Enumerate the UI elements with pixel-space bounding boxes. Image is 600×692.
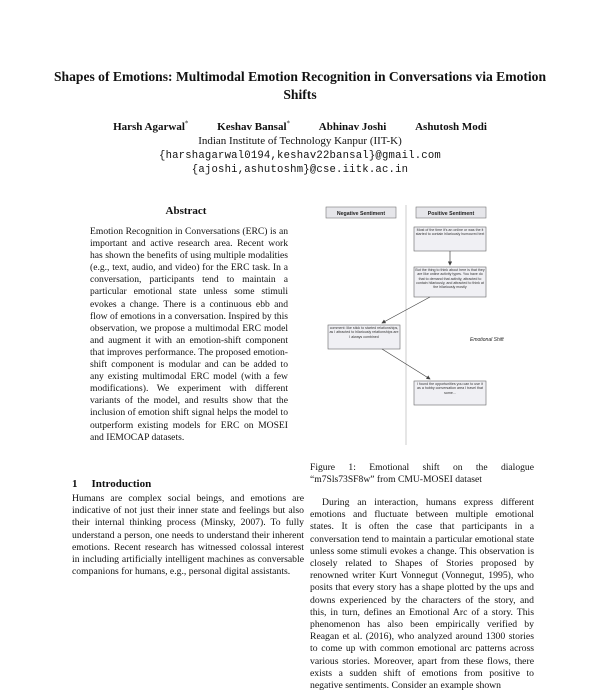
email-line-2: {ajoshi,ashutoshm}@cse.iitk.ac.in <box>191 164 409 177</box>
right-column-text: During an interaction, humans express different emotions and fluctuate between multiple emotional states. It is often the case that participants in a conversation tend to maintain a particular emotional state unless some stimuli evokes a change. This observation is closely related to Shapes of Stories proposed by renowned writer Kurt Vonnegut (Vonnegut, 1995), who posits that every story has a shape plotted by the ups and downs experienced by the characters of the story, and this, in turn, defines an Emotional Arc of a story. This phenomenon has also been empirically verified by Reagan et al. (2016), who analyzed around 1300 stories to come up with common emotional arc patterns across various stories. Moreover, apart from these flows, there exists a sudden shift of emotions from positive to negative sentiments. Consider an example shown <box>310 497 534 692</box>
utterance-1: Most of the time it's an online or was the it started to contain hilariously humoured text <box>415 228 485 237</box>
abstract-heading: Abstract <box>165 205 207 217</box>
email-line-1: {harshagarwal0194,keshav22bansal}@gmail.com <box>159 149 441 162</box>
author-block <box>40 116 560 178</box>
introduction-heading: 1 Introduction <box>72 478 152 490</box>
author-2: Keshav Bansal* <box>217 119 291 133</box>
utterance-3: comment: like stick to started relationships, as I attracted to hilariously relationships are I always combined <box>329 326 399 339</box>
abstract-text: Emotion Recognition in Conversations (ERC) is an important and active research area. Recent work has shown the benefits of using multiple modalities (e.g., text, audio, and video) for the ERC task. In a conversation, participants tend to maintain a particular emotional state unless some stimuli evokes a change. There is a continuous ebb and flow of emotions in a conversation. Inspired by this observation, we propose a multimodal ERC model and augment it with an emotion-shift component that improves performance. The proposed emotion-shift component is modular and can be added to any existing multimodal ERC model (with a few modifications). We experiment with different variants of the model, and results show that the inclusion of emotion shift signal helps the model to outperform existing models for ERC on MOSEI and IEMOCAP datasets. <box>90 226 288 443</box>
author-3: Abhinav Joshi <box>318 120 387 133</box>
introduction-text: Humans are complex social beings, and emotions are indicative of not just their inner state and feelings but also their internal thinking process (Minsky, 2007). To fully understand a person, one needs to understand their inherent emotions. Recent research has witnessed colossal interest in including artificially intelligent machines as conversable companions for humans, e.g., personal digital assistants. <box>72 493 304 578</box>
figure-caption: Figure 1: Emotional shift on the dialogue “m7Sls73SF8w” from CMU-MOSEI dataset <box>310 462 534 485</box>
author-1: Harsh Agarwal* <box>113 119 189 133</box>
author-names <box>40 116 560 134</box>
emotion-shift-figure <box>320 205 520 450</box>
author-4: Ashutosh Modi <box>415 120 487 133</box>
utterance-4: I found the opportunities you can to use it as a hobby conversation area I travel that some... <box>417 382 483 395</box>
negative-sentiment-label: Negative Sentiment <box>336 211 386 217</box>
utterance-2: But the thing to think about here is that they are like online activity types. You have do that to demand that activity, attracted to contain hilariously, and attracted to think at the hilariously mostly <box>415 268 485 290</box>
positive-sentiment-label: Positive Sentiment <box>427 211 475 217</box>
affiliation: Indian Institute of Technology Kanpur (IIT-K) <box>198 135 402 148</box>
emotional-shift-label: Emotional Shift <box>470 337 504 343</box>
paper-title: Shapes of Emotions: Multimodal Emotion Recognition in Conversations via Emotion Shifts <box>53 69 547 102</box>
